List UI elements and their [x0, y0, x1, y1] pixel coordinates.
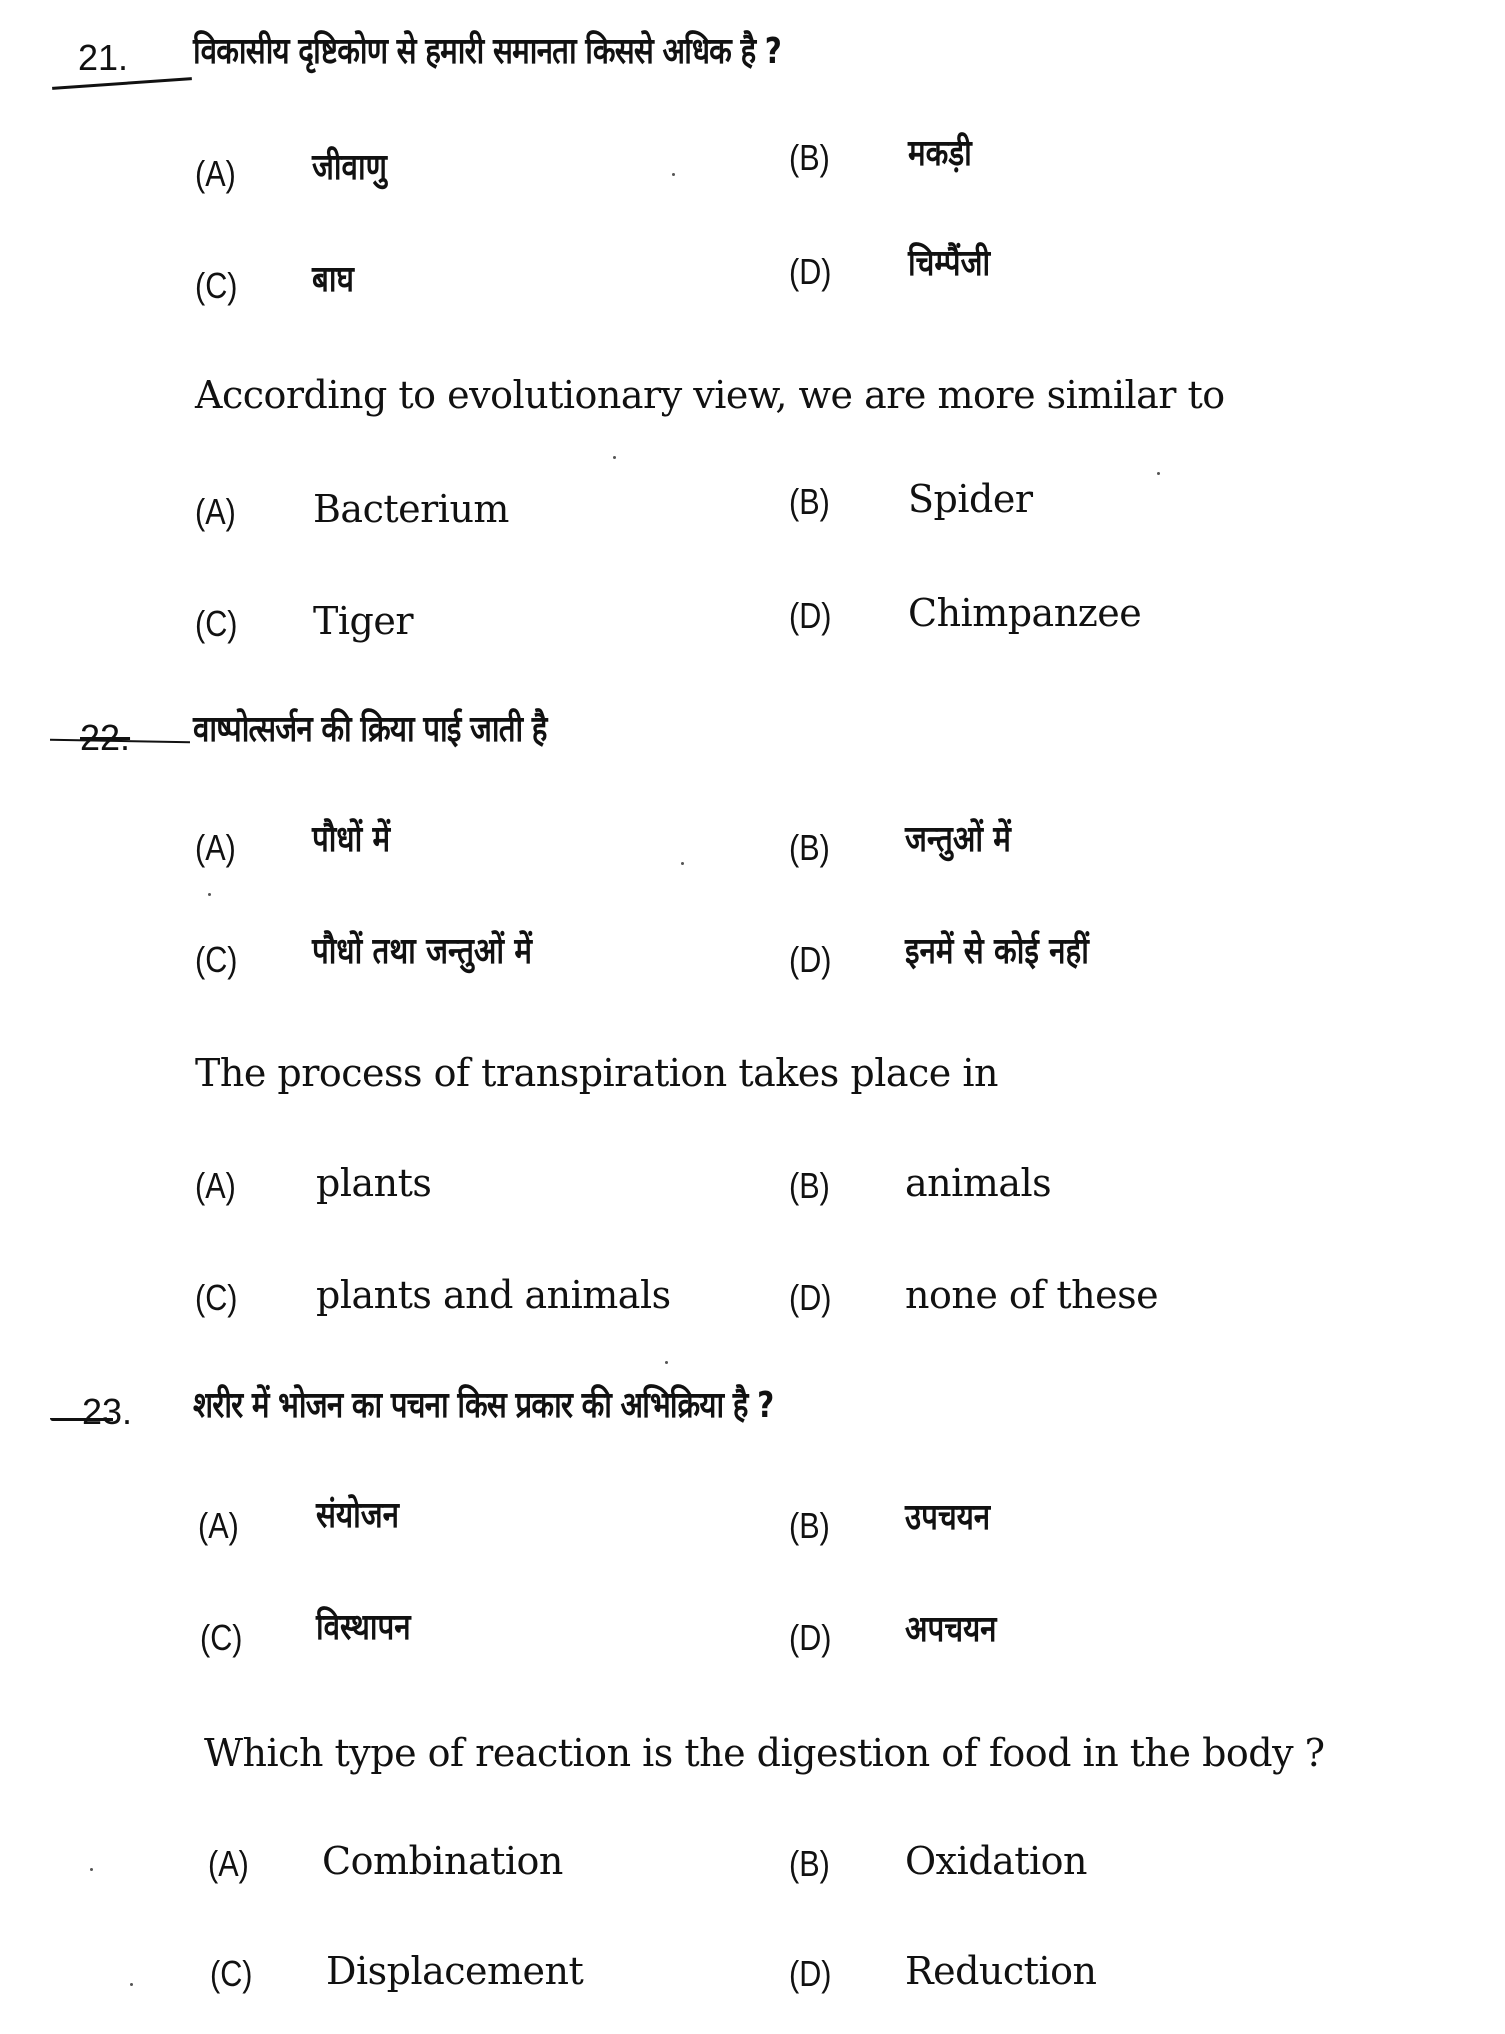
option-text-english: Tiger: [313, 599, 413, 643]
option-letter: (B): [789, 137, 830, 178]
option-text-english: Oxidation: [905, 1839, 1087, 1883]
option-text-english: Chimpanzee: [908, 591, 1142, 635]
option-letter: (B): [789, 481, 830, 522]
option-text-hindi: जीवाणु: [312, 147, 387, 188]
option-text-english: Reduction: [905, 1949, 1097, 1993]
option-text-hindi: मकड़ी: [908, 133, 972, 174]
option-letter: (B): [789, 1165, 830, 1206]
option-letter: (A): [195, 153, 236, 194]
option-letter: (D): [789, 595, 832, 636]
option-text-hindi: इनमें से कोई नहीं: [905, 931, 1089, 972]
option-letter: (C): [200, 1617, 243, 1658]
scan-speck: [672, 173, 675, 176]
option-letter: (A): [195, 827, 236, 868]
question-text-english: Which type of reaction is the digestion of food in the body ?: [204, 1731, 1325, 1775]
option-text-hindi: विस्थापन: [316, 1607, 411, 1648]
option-text-hindi: पौधों में: [312, 819, 391, 860]
option-text-english: Displacement: [326, 1949, 584, 1993]
question-number: 22.: [80, 717, 131, 758]
option-text-hindi: बाघ: [312, 259, 354, 300]
question-text-english: According to evolutionary view, we are more similar to: [195, 373, 1225, 417]
option-letter: (C): [195, 603, 238, 644]
question-text-english: The process of transpiration takes place in: [195, 1051, 998, 1095]
option-letter: (A): [195, 1165, 236, 1206]
option-letter: (B): [789, 1505, 830, 1546]
option-text-english: plants: [316, 1161, 432, 1205]
scan-speck: [665, 1361, 668, 1364]
scan-speck: [90, 1868, 93, 1871]
option-letter: (C): [210, 1953, 253, 1994]
pen-tick-mark: [50, 1418, 113, 1421]
option-text-english: animals: [905, 1161, 1052, 1205]
scan-speck: [613, 456, 616, 459]
option-letter: (D): [789, 251, 832, 292]
scan-speck: [130, 1983, 133, 1986]
option-letter: (C): [195, 939, 238, 980]
question-text-hindi: शरीर में भोजन का पचना किस प्रकार की अभिक्रिया है ?: [193, 1385, 774, 1426]
option-letter: (C): [195, 265, 238, 306]
option-letter: (D): [789, 939, 832, 980]
pen-underline-mark: [52, 77, 192, 90]
option-text-english: Spider: [908, 477, 1033, 521]
option-text-hindi: उपचयन: [905, 1497, 991, 1538]
question-number: 21.: [78, 37, 129, 78]
scan-speck: [208, 893, 211, 896]
option-text-hindi: चिम्पैंजी: [908, 243, 991, 284]
option-text-english: Combination: [322, 1839, 563, 1883]
question-text-hindi: वाष्पोत्सर्जन की क्रिया पाई जाती है: [193, 709, 547, 750]
option-letter: (A): [195, 491, 236, 532]
option-text-english: plants and animals: [316, 1273, 671, 1317]
option-text-hindi: जन्तुओं में: [905, 819, 1011, 860]
option-letter: (B): [789, 827, 830, 868]
scan-speck: [681, 862, 684, 865]
option-letter: (A): [198, 1505, 239, 1546]
option-text-hindi: संयोजन: [316, 1495, 400, 1536]
question-text-hindi: विकासीय दृष्टिकोण से हमारी समानता किससे अधिक है ?: [193, 31, 782, 72]
option-letter: (B): [789, 1843, 830, 1884]
option-text-english: none of these: [905, 1273, 1159, 1317]
option-text-hindi: पौधों तथा जन्तुओं में: [312, 931, 533, 972]
option-text-english: Bacterium: [313, 487, 509, 531]
option-letter: (D): [789, 1617, 832, 1658]
option-letter: (D): [789, 1277, 832, 1318]
option-letter: (A): [208, 1843, 249, 1884]
option-letter: (D): [789, 1953, 832, 1994]
option-letter: (C): [195, 1277, 238, 1318]
scan-speck: [1157, 472, 1160, 475]
option-text-hindi: अपचयन: [905, 1609, 997, 1650]
question-number: 23.: [82, 1391, 133, 1432]
